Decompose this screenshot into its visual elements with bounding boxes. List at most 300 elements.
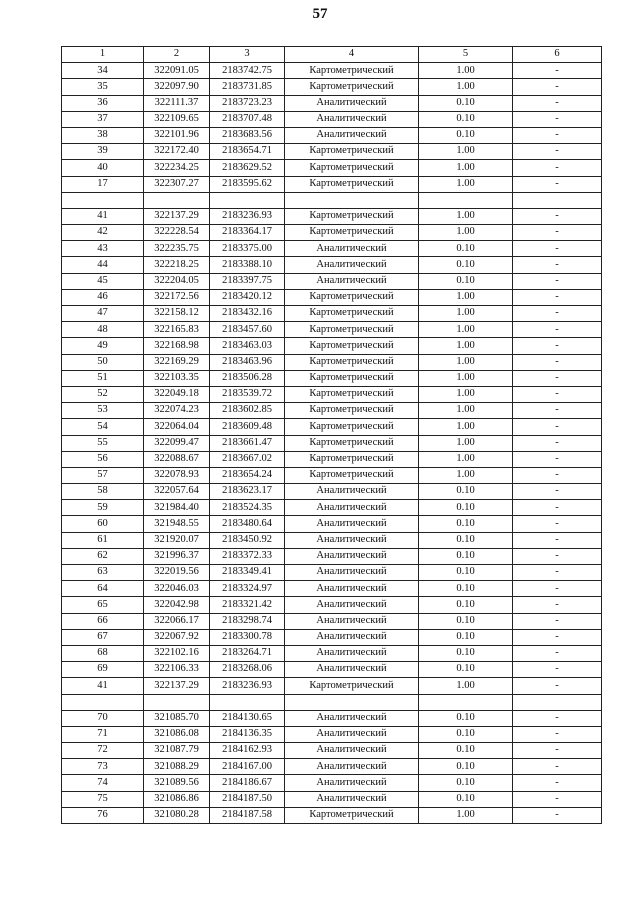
- table-cell: 322057.64: [144, 484, 210, 500]
- table-cell: [62, 192, 144, 208]
- table-cell: [285, 694, 419, 710]
- table-row: [62, 208, 602, 224]
- table-cell: 37: [62, 111, 144, 127]
- table-cell: Аналитический: [285, 500, 419, 516]
- table-row: [62, 160, 602, 176]
- table-row: [62, 225, 602, 241]
- table-row: [62, 354, 602, 370]
- table-cell: 41: [62, 678, 144, 694]
- table-cell: 1.00: [419, 160, 513, 176]
- table-cell: -: [513, 743, 602, 759]
- table-cell: [419, 694, 513, 710]
- table-cell: 42: [62, 225, 144, 241]
- table-cell: 0.10: [419, 257, 513, 273]
- table-cell: -: [513, 63, 602, 79]
- table-row: [62, 435, 602, 451]
- table-cell: 322103.35: [144, 370, 210, 386]
- table-cell: Аналитический: [285, 95, 419, 111]
- table-cell: 322099.47: [144, 435, 210, 451]
- table-cell: Картометрический: [285, 419, 419, 435]
- table-row: [62, 127, 602, 143]
- table-cell: -: [513, 775, 602, 791]
- table-row: [62, 581, 602, 597]
- table-cell: 321089.56: [144, 775, 210, 791]
- table-cell: [285, 192, 419, 208]
- table-cell: -: [513, 95, 602, 111]
- table-cell: 58: [62, 484, 144, 500]
- table-cell: -: [513, 176, 602, 192]
- table-cell: 1.00: [419, 451, 513, 467]
- table-cell: Аналитический: [285, 710, 419, 726]
- table-cell: -: [513, 678, 602, 694]
- table-cell: Аналитический: [285, 775, 419, 791]
- table-cell: 59: [62, 500, 144, 516]
- table-cell: Аналитический: [285, 565, 419, 581]
- table-cell: 322042.98: [144, 597, 210, 613]
- table-cell: Картометрический: [285, 208, 419, 224]
- table-cell: Картометрический: [285, 306, 419, 322]
- table-row: [62, 111, 602, 127]
- table-cell: 54: [62, 419, 144, 435]
- table-row: [62, 548, 602, 564]
- table-cell: 0.10: [419, 775, 513, 791]
- table-cell: Картометрический: [285, 79, 419, 95]
- column-header: 2: [144, 47, 210, 63]
- table-cell: 0.10: [419, 241, 513, 257]
- table-cell: 45: [62, 273, 144, 289]
- table-cell: Аналитический: [285, 743, 419, 759]
- table-cell: 322064.04: [144, 419, 210, 435]
- table-cell: -: [513, 484, 602, 500]
- table-cell: 0.10: [419, 743, 513, 759]
- table-cell: 322078.93: [144, 467, 210, 483]
- table-cell: 1.00: [419, 338, 513, 354]
- table-cell: Картометрический: [285, 144, 419, 160]
- table-cell: 2183480.64: [210, 516, 285, 532]
- table-cell: -: [513, 306, 602, 322]
- table-cell: 2183450.92: [210, 532, 285, 548]
- table-cell: -: [513, 273, 602, 289]
- table-cell: Картометрический: [285, 451, 419, 467]
- table-cell: 2183236.93: [210, 678, 285, 694]
- table-cell: 2183321.42: [210, 597, 285, 613]
- table-cell: Аналитический: [285, 662, 419, 678]
- table-cell: Картометрический: [285, 403, 419, 419]
- table-cell: Картометрический: [285, 435, 419, 451]
- table-cell: 43: [62, 241, 144, 257]
- table-row: [62, 484, 602, 500]
- table-row: [62, 743, 602, 759]
- table-cell: 64: [62, 581, 144, 597]
- table-cell: 322165.83: [144, 322, 210, 338]
- table-cell: 0.10: [419, 516, 513, 532]
- column-header: 3: [210, 47, 285, 63]
- column-header: 6: [513, 47, 602, 63]
- table-cell: 321086.86: [144, 791, 210, 807]
- table-cell: 36: [62, 95, 144, 111]
- table-cell: 1.00: [419, 419, 513, 435]
- table-cell: 2183629.52: [210, 160, 285, 176]
- table-cell: 1.00: [419, 306, 513, 322]
- table-cell: 2183731.85: [210, 79, 285, 95]
- table-cell: 2183524.35: [210, 500, 285, 516]
- table-cell: 0.10: [419, 532, 513, 548]
- table-cell: 2183506.28: [210, 370, 285, 386]
- table-cell: 322204.05: [144, 273, 210, 289]
- table-cell: 321087.79: [144, 743, 210, 759]
- table-row: [62, 710, 602, 726]
- table-cell: -: [513, 435, 602, 451]
- table-cell: 1.00: [419, 176, 513, 192]
- table-cell: Картометрический: [285, 63, 419, 79]
- table-cell: 322172.56: [144, 289, 210, 305]
- page-number: 57: [312, 6, 328, 22]
- table-cell: -: [513, 370, 602, 386]
- table-cell: 55: [62, 435, 144, 451]
- table-cell: 1.00: [419, 386, 513, 402]
- table-row: [62, 403, 602, 419]
- table-cell: 65: [62, 597, 144, 613]
- table-cell: Картометрический: [285, 338, 419, 354]
- table-cell: 322228.54: [144, 225, 210, 241]
- table-cell: -: [513, 565, 602, 581]
- table-row: [62, 273, 602, 289]
- table-cell: Аналитический: [285, 127, 419, 143]
- table-cell: 322235.75: [144, 241, 210, 257]
- table-cell: 73: [62, 759, 144, 775]
- table-cell: 321920.07: [144, 532, 210, 548]
- table-cell: 2183300.78: [210, 629, 285, 645]
- table-cell: [513, 694, 602, 710]
- table-cell: Аналитический: [285, 548, 419, 564]
- table-cell: 63: [62, 565, 144, 581]
- table-cell: -: [513, 548, 602, 564]
- table-cell: 0.10: [419, 645, 513, 661]
- table-cell: 2183457.60: [210, 322, 285, 338]
- table-cell: 0.10: [419, 581, 513, 597]
- table-cell: 0.10: [419, 629, 513, 645]
- table-cell: 0.10: [419, 95, 513, 111]
- table-cell: -: [513, 467, 602, 483]
- table-cell: 2183388.10: [210, 257, 285, 273]
- table-cell: 1.00: [419, 467, 513, 483]
- table-cell: Аналитический: [285, 532, 419, 548]
- table-cell: 2183397.75: [210, 273, 285, 289]
- table-cell: Картометрический: [285, 225, 419, 241]
- table-body: [62, 63, 602, 824]
- table-row: [62, 807, 602, 823]
- table-cell: Аналитический: [285, 791, 419, 807]
- table-cell: 68: [62, 645, 144, 661]
- table-cell: Аналитический: [285, 629, 419, 645]
- table-cell: 321085.70: [144, 710, 210, 726]
- table-cell: -: [513, 451, 602, 467]
- table-cell: 2183375.00: [210, 241, 285, 257]
- table-cell: Картометрический: [285, 354, 419, 370]
- table-cell: 0.10: [419, 759, 513, 775]
- table-cell: -: [513, 532, 602, 548]
- table-row: [62, 645, 602, 661]
- table-row: [62, 662, 602, 678]
- table-cell: 49: [62, 338, 144, 354]
- table-cell: 2183463.03: [210, 338, 285, 354]
- table-row: [62, 726, 602, 742]
- table-cell: 35: [62, 79, 144, 95]
- table-cell: 322169.29: [144, 354, 210, 370]
- table-cell: 322066.17: [144, 613, 210, 629]
- table-cell: 2183707.48: [210, 111, 285, 127]
- table-cell: 322102.16: [144, 645, 210, 661]
- table-cell: -: [513, 127, 602, 143]
- table-cell: 53: [62, 403, 144, 419]
- table-cell: [419, 192, 513, 208]
- table-cell: -: [513, 791, 602, 807]
- table-cell: -: [513, 613, 602, 629]
- coordinates-table: [61, 46, 602, 824]
- table-cell: 322158.12: [144, 306, 210, 322]
- table-cell: 322088.67: [144, 451, 210, 467]
- table-cell: 2183364.17: [210, 225, 285, 241]
- table-cell: -: [513, 662, 602, 678]
- table-cell: 2183463.96: [210, 354, 285, 370]
- table-cell: -: [513, 581, 602, 597]
- table-cell: 0.10: [419, 710, 513, 726]
- table-cell: 44: [62, 257, 144, 273]
- table-cell: 51: [62, 370, 144, 386]
- table-cell: [210, 694, 285, 710]
- table-gap-row: [62, 192, 602, 208]
- table-row: [62, 629, 602, 645]
- table-row: [62, 370, 602, 386]
- table-cell: 322019.56: [144, 565, 210, 581]
- table-cell: 2184167.00: [210, 759, 285, 775]
- table-cell: -: [513, 241, 602, 257]
- table-cell: Аналитический: [285, 484, 419, 500]
- table-cell: 321080.28: [144, 807, 210, 823]
- table-cell: 0.10: [419, 613, 513, 629]
- table-row: [62, 467, 602, 483]
- table-cell: 1.00: [419, 678, 513, 694]
- table-cell: -: [513, 759, 602, 775]
- table-cell: Картометрический: [285, 807, 419, 823]
- table-row: [62, 257, 602, 273]
- table-cell: 322049.18: [144, 386, 210, 402]
- table-row: [62, 241, 602, 257]
- table-gap-row: [62, 694, 602, 710]
- table-cell: Аналитический: [285, 257, 419, 273]
- table-row: [62, 289, 602, 305]
- table-cell: 2183539.72: [210, 386, 285, 402]
- table-cell: -: [513, 257, 602, 273]
- table-cell: 69: [62, 662, 144, 678]
- table-cell: 1.00: [419, 289, 513, 305]
- table-cell: 2183661.47: [210, 435, 285, 451]
- table-row: [62, 176, 602, 192]
- table-cell: 71: [62, 726, 144, 742]
- table-cell: 2183667.02: [210, 451, 285, 467]
- table-cell: 1.00: [419, 435, 513, 451]
- table-row: [62, 613, 602, 629]
- table-cell: 322067.92: [144, 629, 210, 645]
- table-header-row: [62, 47, 602, 63]
- table-cell: 322218.25: [144, 257, 210, 273]
- table-cell: 0.10: [419, 565, 513, 581]
- table-cell: Аналитический: [285, 645, 419, 661]
- table-cell: 38: [62, 127, 144, 143]
- table-cell: [144, 694, 210, 710]
- table-cell: 0.10: [419, 500, 513, 516]
- table-cell: -: [513, 645, 602, 661]
- table-cell: -: [513, 710, 602, 726]
- table-cell: Картометрический: [285, 289, 419, 305]
- table-cell: 321996.37: [144, 548, 210, 564]
- table-cell: Аналитический: [285, 726, 419, 742]
- table-row: [62, 759, 602, 775]
- table-cell: 321948.55: [144, 516, 210, 532]
- table-cell: 50: [62, 354, 144, 370]
- table-cell: Аналитический: [285, 613, 419, 629]
- table-cell: 0.10: [419, 726, 513, 742]
- table-cell: 2183723.23: [210, 95, 285, 111]
- table-cell: 2183349.41: [210, 565, 285, 581]
- table-cell: 2183654.71: [210, 144, 285, 160]
- table-cell: -: [513, 289, 602, 305]
- table-row: [62, 775, 602, 791]
- table-cell: 41: [62, 208, 144, 224]
- table-cell: 2183264.71: [210, 645, 285, 661]
- table-cell: 2183683.56: [210, 127, 285, 143]
- table-cell: 2184186.67: [210, 775, 285, 791]
- table-row: [62, 386, 602, 402]
- table-cell: 1.00: [419, 370, 513, 386]
- table-cell: Картометрический: [285, 322, 419, 338]
- table-cell: 72: [62, 743, 144, 759]
- table-cell: -: [513, 322, 602, 338]
- table-cell: 322101.96: [144, 127, 210, 143]
- table-cell: 322106.33: [144, 662, 210, 678]
- table-cell: 2184187.50: [210, 791, 285, 807]
- table-cell: 57: [62, 467, 144, 483]
- table-cell: 2183372.33: [210, 548, 285, 564]
- table-row: [62, 95, 602, 111]
- table-cell: -: [513, 208, 602, 224]
- table-cell: 322307.27: [144, 176, 210, 192]
- table-cell: 61: [62, 532, 144, 548]
- table-cell: 322046.03: [144, 581, 210, 597]
- table-cell: 76: [62, 807, 144, 823]
- table-cell: -: [513, 79, 602, 95]
- table-cell: Картометрический: [285, 176, 419, 192]
- table-row: [62, 322, 602, 338]
- table-row: [62, 144, 602, 160]
- table-cell: 39: [62, 144, 144, 160]
- table-cell: 1.00: [419, 208, 513, 224]
- table-cell: 48: [62, 322, 144, 338]
- table-cell: 2183595.62: [210, 176, 285, 192]
- table-cell: 322172.40: [144, 144, 210, 160]
- table-row: [62, 338, 602, 354]
- table-row: [62, 532, 602, 548]
- table-cell: 322234.25: [144, 160, 210, 176]
- table-row: [62, 500, 602, 516]
- table-cell: Аналитический: [285, 759, 419, 775]
- table-cell: -: [513, 338, 602, 354]
- table-row: [62, 451, 602, 467]
- table-cell: Аналитический: [285, 581, 419, 597]
- table-cell: 46: [62, 289, 144, 305]
- table-cell: 2183324.97: [210, 581, 285, 597]
- table-cell: 74: [62, 775, 144, 791]
- table-cell: 2183268.06: [210, 662, 285, 678]
- table-cell: 1.00: [419, 63, 513, 79]
- table-cell: 321984.40: [144, 500, 210, 516]
- table-cell: 1.00: [419, 79, 513, 95]
- table-row: [62, 791, 602, 807]
- table-cell: 67: [62, 629, 144, 645]
- table-cell: 321086.08: [144, 726, 210, 742]
- table-row: [62, 678, 602, 694]
- table-cell: 34: [62, 63, 144, 79]
- table-cell: 2184136.35: [210, 726, 285, 742]
- table-row: [62, 565, 602, 581]
- table-cell: Аналитический: [285, 273, 419, 289]
- table-cell: 1.00: [419, 144, 513, 160]
- table-cell: 322168.98: [144, 338, 210, 354]
- table-cell: 0.10: [419, 484, 513, 500]
- table-cell: 1.00: [419, 403, 513, 419]
- table-cell: 2183298.74: [210, 613, 285, 629]
- table-cell: 2184162.93: [210, 743, 285, 759]
- table-cell: -: [513, 386, 602, 402]
- table-cell: 75: [62, 791, 144, 807]
- table-cell: 60: [62, 516, 144, 532]
- table-cell: 2183236.93: [210, 208, 285, 224]
- table-cell: 0.10: [419, 662, 513, 678]
- table-cell: -: [513, 160, 602, 176]
- table-cell: -: [513, 807, 602, 823]
- table-cell: 0.10: [419, 111, 513, 127]
- table-cell: Картометрический: [285, 467, 419, 483]
- table-cell: 2183654.24: [210, 467, 285, 483]
- table-cell: -: [513, 419, 602, 435]
- table-cell: -: [513, 597, 602, 613]
- table-cell: Аналитический: [285, 241, 419, 257]
- table-cell: Картометрический: [285, 678, 419, 694]
- table-cell: 2184130.65: [210, 710, 285, 726]
- table-cell: [62, 694, 144, 710]
- table-row: [62, 63, 602, 79]
- column-header: 1: [62, 47, 144, 63]
- table-cell: -: [513, 354, 602, 370]
- table-cell: 0.10: [419, 548, 513, 564]
- table-row: [62, 516, 602, 532]
- table-cell: [513, 192, 602, 208]
- table-cell: 1.00: [419, 322, 513, 338]
- table-cell: Аналитический: [285, 516, 419, 532]
- table-cell: 322137.29: [144, 678, 210, 694]
- table-row: [62, 597, 602, 613]
- table-cell: 52: [62, 386, 144, 402]
- table-cell: -: [513, 726, 602, 742]
- table-cell: 2184187.58: [210, 807, 285, 823]
- table-cell: 2183602.85: [210, 403, 285, 419]
- table-cell: Аналитический: [285, 111, 419, 127]
- table-cell: 0.10: [419, 127, 513, 143]
- table-cell: 322097.90: [144, 79, 210, 95]
- table-cell: 322074.23: [144, 403, 210, 419]
- table-cell: Аналитический: [285, 597, 419, 613]
- column-header: 5: [419, 47, 513, 63]
